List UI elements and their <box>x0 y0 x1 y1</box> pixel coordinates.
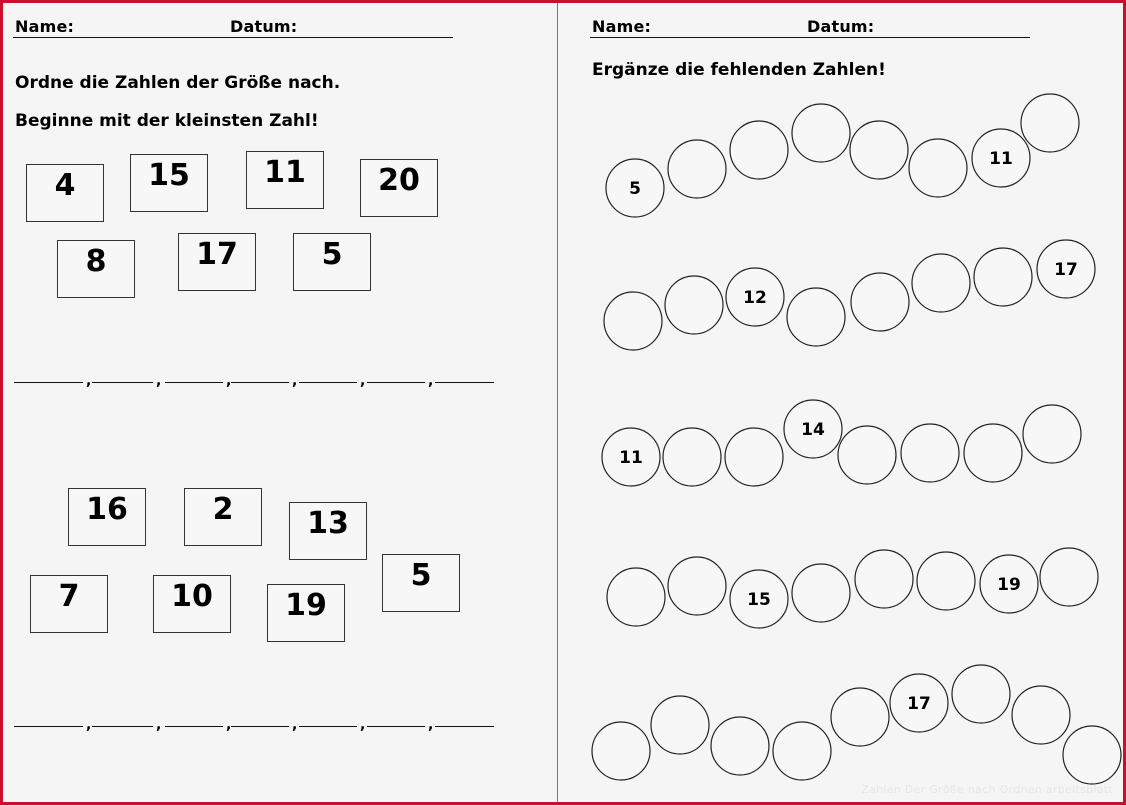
number-circle-empty[interactable] <box>663 428 721 486</box>
number-card: 5 <box>382 554 460 612</box>
number-circle-empty[interactable] <box>665 276 723 334</box>
number-circle-empty[interactable] <box>773 722 831 780</box>
number-card: 17 <box>178 233 256 291</box>
number-circle-empty[interactable] <box>901 424 959 482</box>
number-card: 7 <box>30 575 108 633</box>
left-instruction-1: Ordne die Zahlen der Größe nach. <box>15 73 341 93</box>
number-circle-empty[interactable] <box>1012 686 1070 744</box>
number-circle-filled <box>602 428 660 486</box>
number-card: 15 <box>130 154 208 212</box>
number-circle-filled <box>972 129 1030 187</box>
number-circle-empty[interactable] <box>592 722 650 780</box>
number-card: 5 <box>293 233 371 291</box>
number-circle-empty[interactable] <box>974 248 1032 306</box>
circle-number: 12 <box>743 288 767 308</box>
number-circle-filled <box>606 159 664 217</box>
number-card: 11 <box>246 151 324 209</box>
number-circle-filled <box>980 555 1038 613</box>
answer-separator: , <box>156 373 162 389</box>
circle-number: 11 <box>989 149 1013 169</box>
answer-separator: , <box>428 717 434 733</box>
answer-separator: , <box>226 717 232 733</box>
answer-separator: , <box>360 717 366 733</box>
number-card: 2 <box>184 488 262 546</box>
number-circle-filled <box>890 674 948 732</box>
circle-number: 14 <box>801 420 825 440</box>
number-card: 19 <box>267 584 345 642</box>
number-circle-empty[interactable] <box>725 428 783 486</box>
answer-separator: , <box>360 373 366 389</box>
circle-number: 11 <box>619 448 643 468</box>
answer-separator: , <box>292 717 298 733</box>
number-circle-empty[interactable] <box>917 552 975 610</box>
answer-separator: , <box>86 717 92 733</box>
number-circle-filled <box>730 570 788 628</box>
answer-separator: , <box>156 717 162 733</box>
number-circle-empty[interactable] <box>909 139 967 197</box>
left-name-label: Name: <box>15 17 75 36</box>
number-circle-empty[interactable] <box>730 121 788 179</box>
answer-separator: , <box>428 373 434 389</box>
number-circle-empty[interactable] <box>851 273 909 331</box>
number-circle-empty[interactable] <box>1021 94 1079 152</box>
number-card: 8 <box>57 240 135 298</box>
number-circle-filled <box>1037 240 1095 298</box>
left-instruction-2: Beginne mit der kleinsten Zahl! <box>15 111 319 131</box>
right-date-label: Datum: <box>807 17 875 36</box>
number-circle-empty[interactable] <box>607 568 665 626</box>
left-date-label: Datum: <box>230 17 298 36</box>
circle-number: 5 <box>629 179 641 199</box>
number-card: 4 <box>26 164 104 222</box>
circle-number: 19 <box>997 575 1021 595</box>
number-circle-empty[interactable] <box>668 140 726 198</box>
right-instruction: Ergänze die fehlenden Zahlen! <box>592 60 886 80</box>
number-chain-circles <box>3 3 1123 802</box>
number-card: 10 <box>153 575 231 633</box>
number-card: 20 <box>360 159 438 217</box>
number-circle-empty[interactable] <box>831 688 889 746</box>
number-circle-empty[interactable] <box>1023 405 1081 463</box>
number-circle-filled <box>784 400 842 458</box>
number-circle-empty[interactable] <box>1040 548 1098 606</box>
number-circle-empty[interactable] <box>604 292 662 350</box>
number-circle-filled <box>726 268 784 326</box>
number-circle-empty[interactable] <box>787 288 845 346</box>
circle-number: 17 <box>907 694 931 714</box>
number-circle-empty[interactable] <box>1063 726 1121 784</box>
number-circle-empty[interactable] <box>711 717 769 775</box>
number-circle-empty[interactable] <box>792 564 850 622</box>
circle-number: 17 <box>1054 260 1078 280</box>
number-circle-empty[interactable] <box>964 424 1022 482</box>
number-circle-empty[interactable] <box>651 696 709 754</box>
number-card: 16 <box>68 488 146 546</box>
number-circle-empty[interactable] <box>838 426 896 484</box>
worksheet-page <box>3 3 1123 802</box>
number-circle-empty[interactable] <box>792 104 850 162</box>
number-circle-empty[interactable] <box>855 550 913 608</box>
answer-separator: , <box>226 373 232 389</box>
number-card: 13 <box>289 502 367 560</box>
circle-number: 15 <box>747 590 771 610</box>
number-circle-empty[interactable] <box>952 665 1010 723</box>
number-circle-empty[interactable] <box>912 254 970 312</box>
right-name-label: Name: <box>592 17 652 36</box>
answer-separator: , <box>86 373 92 389</box>
watermark: Zahlen Der Größe nach Ordnen arbeitsblatt <box>861 783 1113 796</box>
answer-separator: , <box>292 373 298 389</box>
number-circle-empty[interactable] <box>850 121 908 179</box>
number-circle-empty[interactable] <box>668 557 726 615</box>
